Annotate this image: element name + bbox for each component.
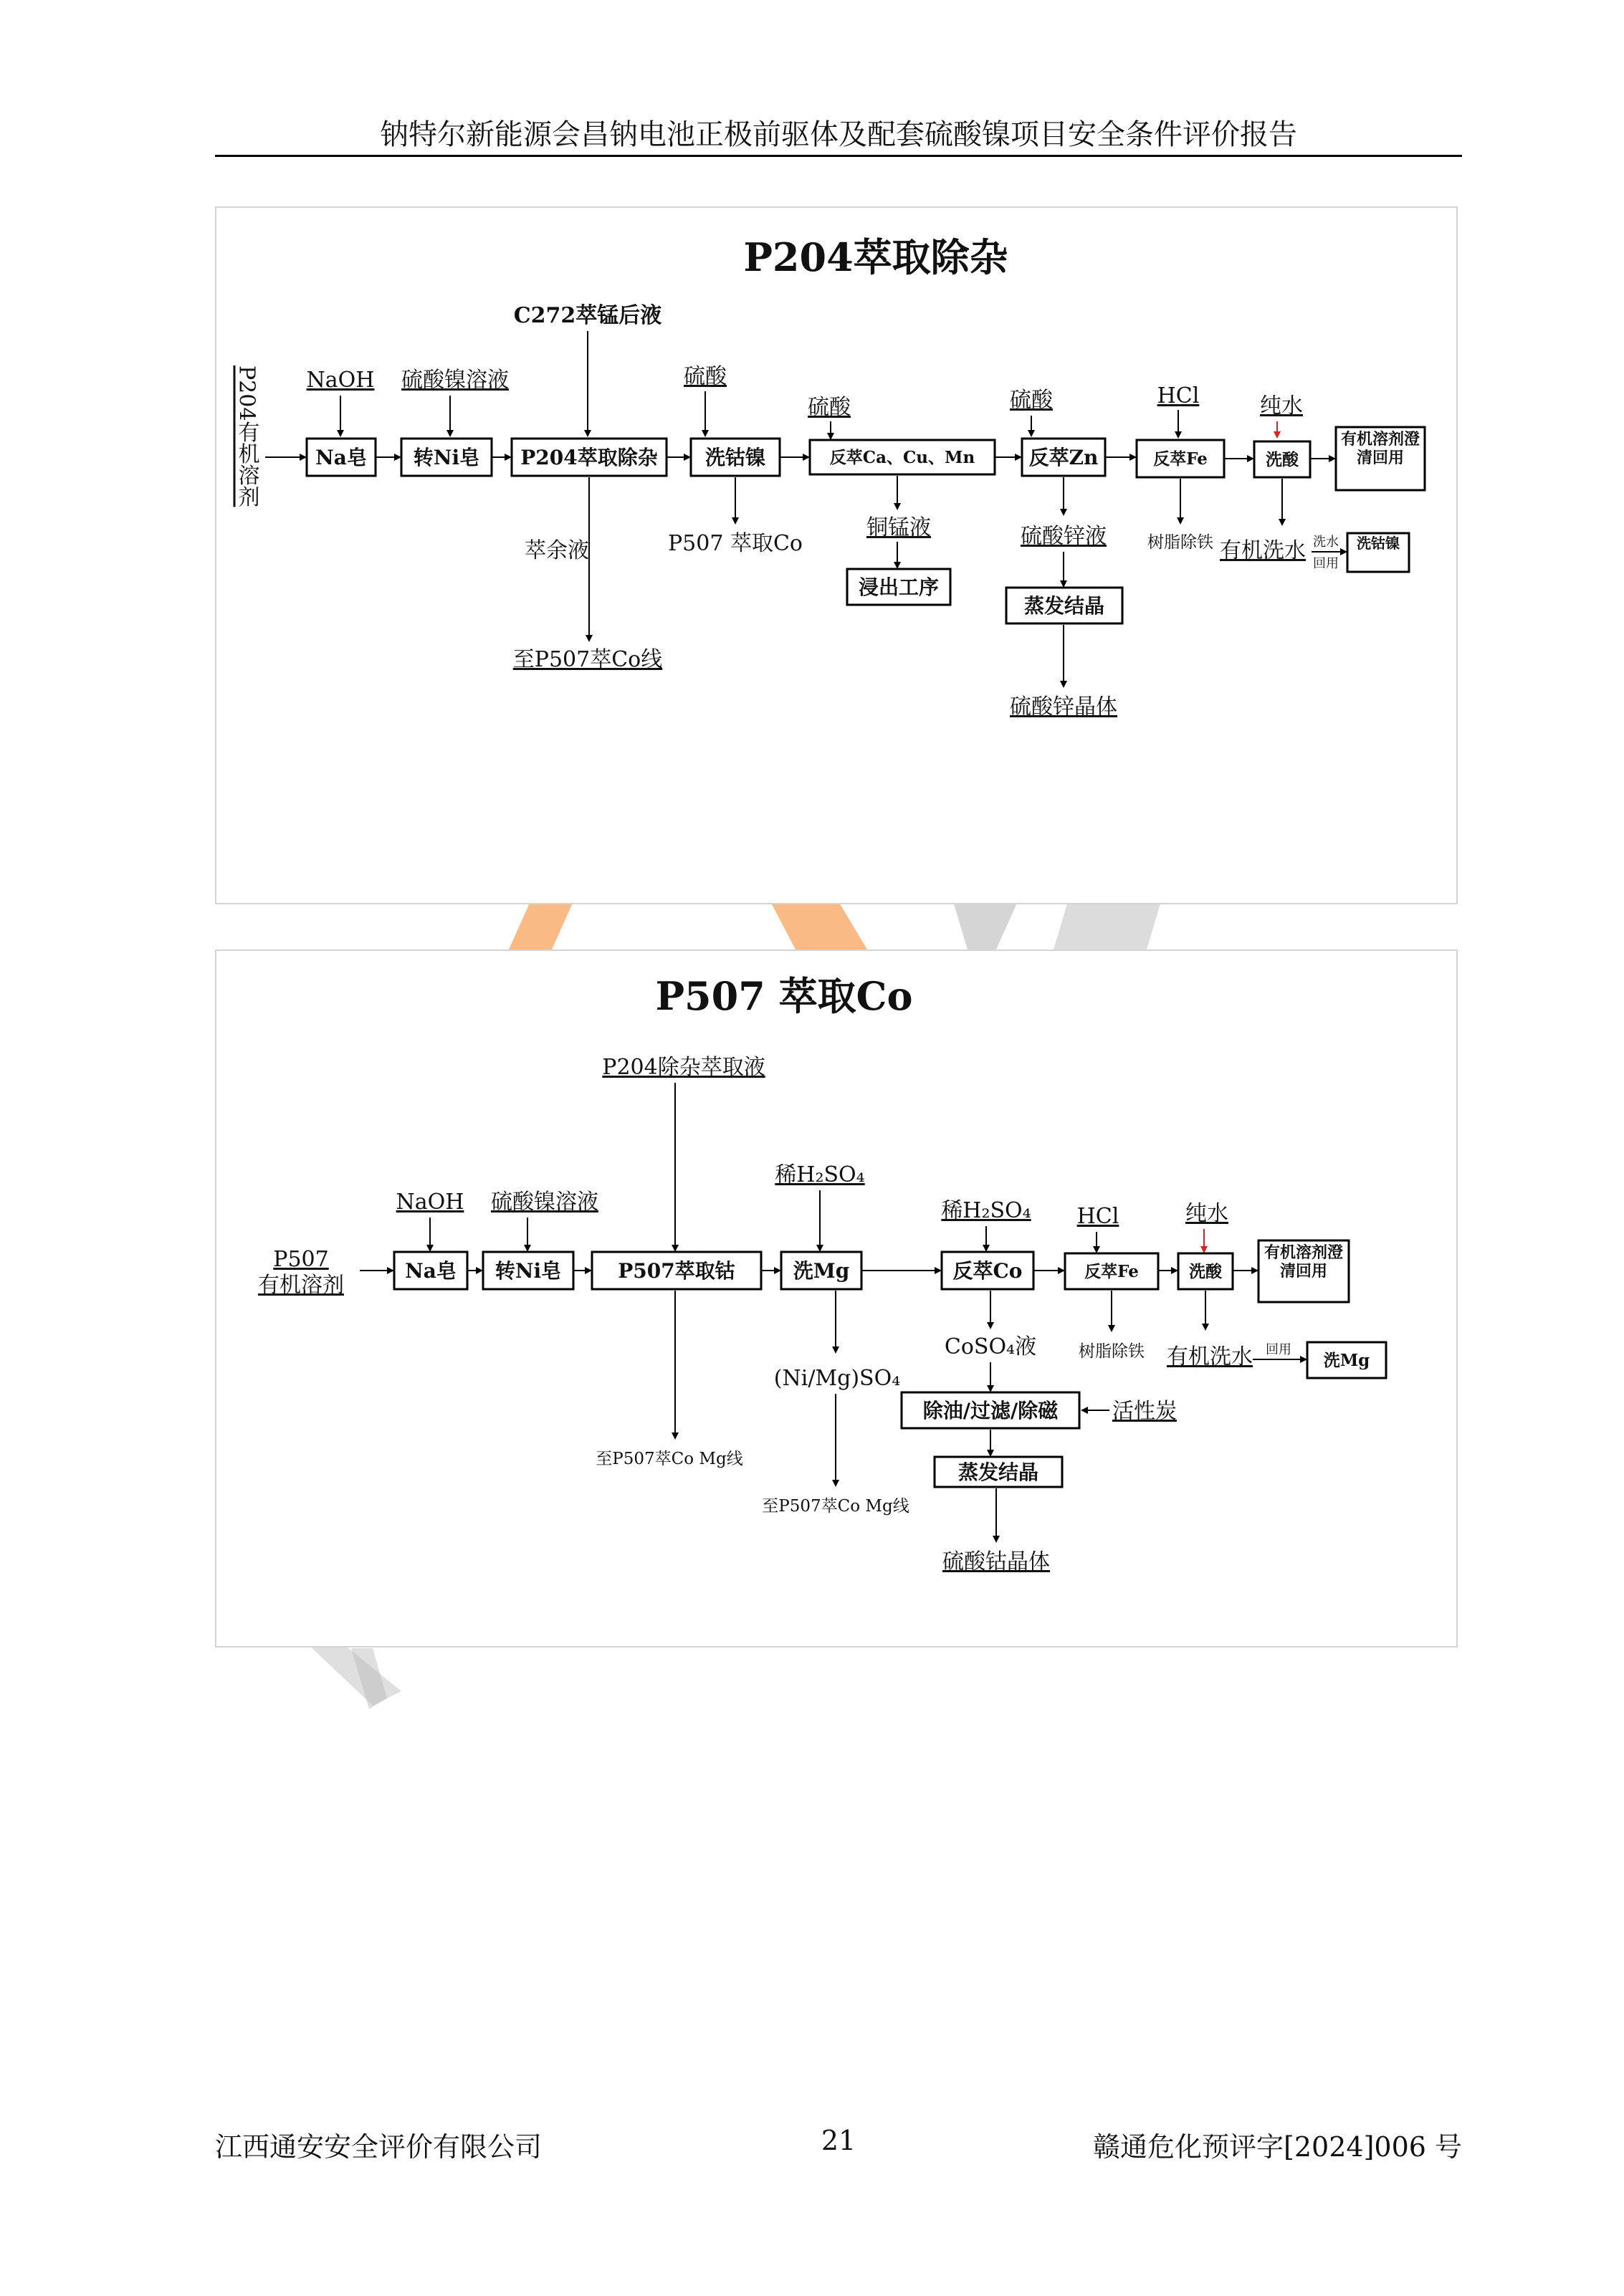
acid-wash-box bbox=[1254, 441, 1310, 477]
strip-ca-cu-mn-box bbox=[810, 440, 995, 474]
dilute-h2so4-input-1: 稀H₂SO₄ bbox=[775, 1162, 865, 1187]
hcl-input: HCl bbox=[1157, 383, 1200, 408]
reuse-label-2: 回用 bbox=[1266, 1342, 1291, 1357]
na-soap-box bbox=[307, 439, 376, 476]
svg-text:蒸发结晶: 蒸发结晶 bbox=[1023, 594, 1105, 618]
feed-label-2: 有机溶剂 bbox=[258, 1273, 344, 1298]
diagram-title: P507 萃取Co bbox=[655, 973, 913, 1019]
to-co-mg-line-1: 至P507萃Co Mg线 bbox=[596, 1450, 743, 1468]
zinc-sulfate-crystal: 硫酸锌晶体 bbox=[1010, 694, 1117, 719]
resin-fe-removal-1: 树脂除铁 bbox=[1147, 533, 1213, 552]
dilute-h2so4-input-2: 稀H₂SO₄ bbox=[941, 1198, 1031, 1223]
top-feed-label: C272萃锰后液 bbox=[513, 303, 662, 328]
strip-co-box bbox=[942, 1252, 1033, 1289]
organic-reuse-box: 有机溶剂澄清回用 bbox=[1336, 427, 1425, 490]
ni-soap-box bbox=[483, 1252, 573, 1289]
ni-soap-box bbox=[401, 439, 492, 476]
p507-extraction-box bbox=[592, 1252, 761, 1289]
acid-wash-box bbox=[1178, 1253, 1233, 1289]
raffinate-label: 萃余液 bbox=[525, 538, 589, 563]
sulfuric-acid-input-3: 硫酸 bbox=[1010, 388, 1053, 413]
p507-diagram-panel bbox=[215, 950, 1458, 1647]
page-header: 钠特尔新能源会昌钠电池正极前驱体及配套硫酸镍项目安全条件评价报告 bbox=[380, 118, 1297, 151]
svg-text:反萃Fe: 反萃Fe bbox=[1153, 449, 1208, 469]
svg-text:洗酸: 洗酸 bbox=[1266, 450, 1299, 469]
wash-water-label: 洗水 bbox=[1313, 535, 1339, 550]
wash-mg-box bbox=[781, 1252, 861, 1289]
feed-label: P204有机溶剂 bbox=[234, 365, 259, 507]
sulfuric-acid-input-1: 硫酸 bbox=[684, 364, 727, 389]
svg-text:Na皂: Na皂 bbox=[405, 1259, 457, 1283]
p507-flow-diagram bbox=[216, 951, 1456, 1646]
strip-fe-box bbox=[1065, 1253, 1158, 1289]
p204-flow-diagram bbox=[216, 208, 1456, 903]
strip-zn-box bbox=[1022, 439, 1105, 476]
evaporation-box-2 bbox=[935, 1457, 1062, 1487]
na-soap-box bbox=[394, 1252, 467, 1289]
footer-page-number: 21 bbox=[821, 2125, 856, 2156]
svg-text:反萃Fe: 反萃Fe bbox=[1084, 1262, 1139, 1281]
reuse-label-1: 回用 bbox=[1313, 556, 1339, 571]
diagram-title: P204萃取除杂 bbox=[743, 234, 1008, 280]
svg-text:P204萃取除杂: P204萃取除杂 bbox=[520, 446, 658, 469]
nickel-sulfate-input: 硫酸镍溶液 bbox=[401, 368, 509, 393]
evaporation-box-1 bbox=[1006, 588, 1122, 623]
svg-text:洗钴镍: 洗钴镍 bbox=[704, 446, 766, 469]
p204-extraction-box bbox=[512, 439, 667, 476]
top-feed-label: P204除杂萃取液 bbox=[602, 1055, 765, 1080]
footer-doc-number: 赣通危化预评字[2024]006 号 bbox=[1093, 2131, 1462, 2163]
svg-text:洗Mg: 洗Mg bbox=[1323, 1351, 1370, 1370]
svg-text:转Ni皂: 转Ni皂 bbox=[413, 446, 480, 469]
svg-text:浸出工序: 浸出工序 bbox=[858, 575, 940, 599]
p204-diagram-panel bbox=[215, 206, 1458, 904]
feed-label-1: P507 bbox=[273, 1247, 329, 1272]
zinc-sulfate-solution: 硫酸锌液 bbox=[1021, 524, 1107, 549]
p507-co-output: P507 萃取Co bbox=[668, 531, 803, 556]
svg-text:反萃Zn: 反萃Zn bbox=[1028, 446, 1099, 469]
pure-water-input: 纯水 bbox=[1260, 393, 1303, 418]
svg-text:反萃Ca、Cu、Mn: 反萃Ca、Cu、Mn bbox=[829, 448, 975, 467]
svg-text:反萃Co: 反萃Co bbox=[952, 1259, 1023, 1283]
svg-text:洗酸: 洗酸 bbox=[1189, 1262, 1222, 1281]
wash-co-ni-box-2: 洗钴镍 bbox=[1347, 533, 1409, 572]
to-p507-line: 至P507萃Co线 bbox=[512, 647, 663, 672]
sulfuric-acid-input-2: 硫酸 bbox=[808, 395, 851, 420]
wash-mg-box-2 bbox=[1307, 1342, 1386, 1378]
pure-water-input: 纯水 bbox=[1185, 1201, 1228, 1226]
naoh-input: NaOH bbox=[396, 1190, 464, 1215]
resin-fe-removal-2: 树脂除铁 bbox=[1079, 1342, 1145, 1361]
svg-text:Na皂: Na皂 bbox=[315, 446, 367, 469]
svg-text:除油/过滤/除磁: 除油/过滤/除磁 bbox=[922, 1399, 1059, 1422]
organic-wash-water-1: 有机洗水 bbox=[1220, 538, 1306, 563]
svg-text:P507萃取钴: P507萃取钴 bbox=[618, 1259, 735, 1283]
naoh-input: NaOH bbox=[306, 368, 375, 393]
page-footer bbox=[215, 2125, 1462, 2168]
nickel-sulfate-input: 硫酸镍溶液 bbox=[491, 1190, 598, 1215]
cobalt-sulfate-crystal: 硫酸钴晶体 bbox=[942, 1549, 1050, 1574]
leaching-box bbox=[847, 569, 950, 605]
organic-reuse-box: 有机溶剂澄清回用 bbox=[1258, 1240, 1349, 1302]
organic-wash-water-2: 有机洗水 bbox=[1167, 1344, 1253, 1369]
activated-carbon-input: 活性炭 bbox=[1112, 1399, 1177, 1424]
svg-text:蒸发结晶: 蒸发结晶 bbox=[957, 1460, 1039, 1484]
cu-mn-solution: 铜锰液 bbox=[866, 515, 931, 540]
footer-company: 江西通安安全评价有限公司 bbox=[215, 2131, 543, 2163]
strip-fe-box bbox=[1137, 440, 1224, 477]
deoil-filter-demag-box bbox=[902, 1392, 1079, 1428]
svg-text:洗Mg: 洗Mg bbox=[793, 1259, 850, 1283]
wash-co-ni-box bbox=[691, 439, 780, 476]
svg-text:转Ni皂: 转Ni皂 bbox=[495, 1259, 562, 1283]
coso4-solution: CoSO₄液 bbox=[944, 1334, 1037, 1359]
ni-mg-so4: (Ni/Mg)SO₄ bbox=[773, 1366, 901, 1391]
hcl-input: HCl bbox=[1076, 1204, 1119, 1229]
to-co-mg-line-2: 至P507萃Co Mg线 bbox=[762, 1497, 909, 1516]
